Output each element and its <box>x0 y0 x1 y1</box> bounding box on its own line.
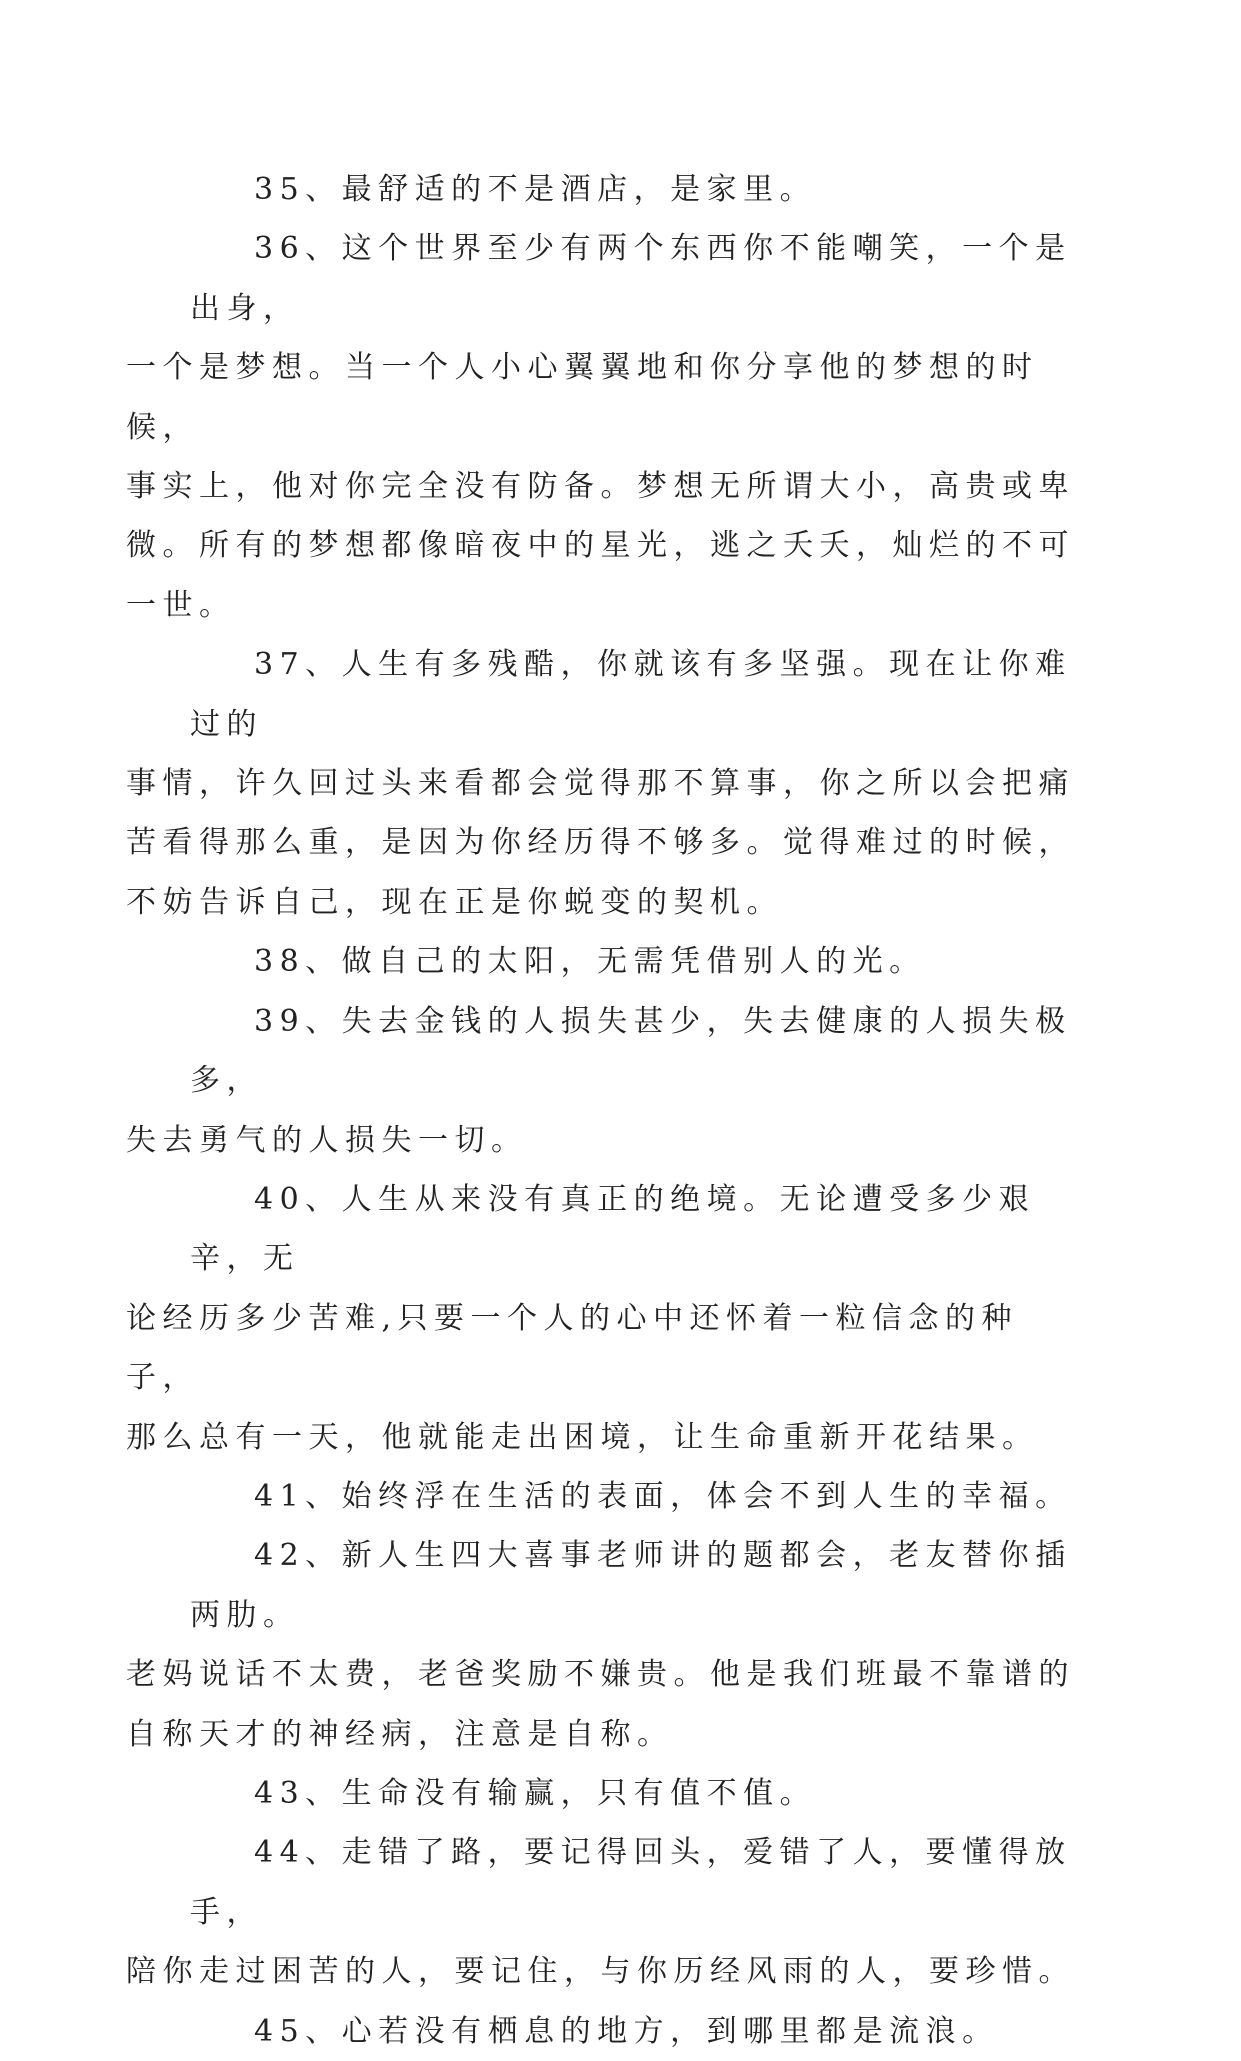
paragraph-line: 39、失去金钱的人损失甚少，失去健康的人损失极多， <box>190 1003 1072 1099</box>
paragraph-45 <box>190 2002 1090 2061</box>
paragraph-line: 43、生命没有输赢，只有值不值。 <box>254 1775 817 1811</box>
paragraph-line: 那么总有一天，他就能走出困境，让生命重新开花结果。 <box>126 1419 1039 1455</box>
paragraph-line: 41、始终浮在生活的表面，体会不到人生的幸福。 <box>254 1478 1072 1514</box>
paragraph-line: 36、这个世界至少有两个东西你不能嘲笑，一个是出身， <box>190 231 1072 326</box>
paragraph-line: 苦看得那么重，是因为你经历得不够多。觉得难过的时候， <box>126 825 1075 861</box>
paragraph-42 <box>126 1526 1090 1764</box>
paragraph-line: 陪你走过困苦的人，要记住，与你历经风雨的人，要珍惜。 <box>126 1954 1075 1990</box>
paragraph-36 <box>126 219 1090 635</box>
paragraph-line: 38、做自己的太阳，无需凭借别人的光。 <box>254 944 926 980</box>
paragraph-line: 失去勇气的人损失一切。 <box>126 1122 528 1158</box>
paragraph-line: 45、心若没有栖息的地方，到哪里都是流浪。 <box>254 2013 999 2049</box>
paragraph-line: 40、人生从来没有真正的绝境。无论遭受多少艰辛，无 <box>190 1181 1036 1277</box>
paragraph-line: 论经历多少苦难,只要一个人的心中还怀着一粒信念的种子， <box>126 1300 1019 1396</box>
paragraph-line: 一世。 <box>126 587 236 623</box>
paragraph-line: 35、最舒适的不是酒店，是家里。 <box>254 172 817 207</box>
paragraph-line: 一个是梦想。当一个人小心翼翼地和你分享他的梦想的时候， <box>126 350 1039 445</box>
paragraph-line: 事情，许久回过头来看都会觉得那不算事，你之所以会把痛 <box>126 766 1075 802</box>
paragraph-line: 37、人生有多残酷，你就该有多坚强。现在让你难过的 <box>190 647 1072 742</box>
paragraph-44 <box>126 1823 1090 2001</box>
paragraph-37 <box>126 635 1090 932</box>
paragraph-38 <box>190 932 1090 991</box>
paragraph-line: 事实上，他对你完全没有防备。梦想无所谓大小，高贵或卑 <box>126 469 1075 505</box>
paragraph-line: 自称天才的神经病，注意是自称。 <box>126 1716 674 1752</box>
paragraph-39 <box>126 992 1090 1170</box>
paragraph-line: 不妨告诉自己，现在正是你蜕变的契机。 <box>126 884 783 920</box>
paragraph-41 <box>190 1467 1090 1526</box>
document-body <box>126 160 1090 2061</box>
paragraph-43 <box>190 1764 1090 1823</box>
paragraph-line: 42、新人生四大喜事老师讲的题都会，老友替你插两肋。 <box>190 1538 1072 1633</box>
paragraph-line: 44、走错了路，要记得回头，爱错了人，要懂得放手， <box>190 1835 1072 1930</box>
paragraph-35 <box>190 160 1090 219</box>
paragraph-line: 老妈说话不太费，老爸奖励不嫌贵。他是我们班最不靠谱的 <box>126 1657 1075 1693</box>
paragraph-40 <box>126 1170 1090 1467</box>
paragraph-line: 微。所有的梦想都像暗夜中的星光，逃之夭夭，灿烂的不可 <box>126 528 1075 564</box>
